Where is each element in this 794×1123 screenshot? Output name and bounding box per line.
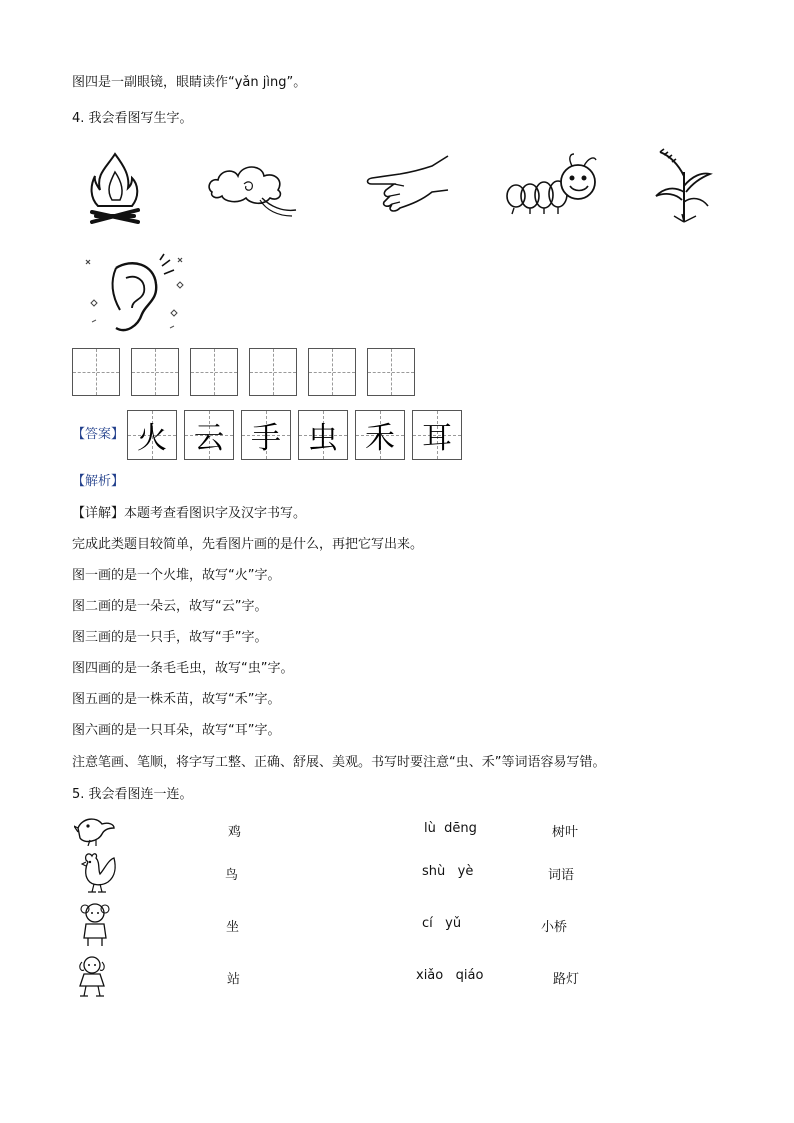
answer-box: [184, 410, 234, 460]
detail-text: 本题考查看图识字及汉字书写。: [124, 506, 307, 521]
detail-line: [72, 505, 306, 523]
match-pinyin[interactable]: cí yǔ: [422, 916, 462, 931]
analysis-line: 注意笔画、笔顺，将字写工整、正确、舒展、美观。书写时要注意“虫、禾”等词语容易写错。: [72, 755, 606, 770]
answer-char: 手: [251, 421, 281, 456]
analysis-line: 图六画的是一只耳朵，故写“耳”字。: [72, 723, 281, 738]
answer-label: 【答案】: [72, 427, 125, 442]
analysis-line: 图五画的是一株禾苗，故写“禾”字。: [72, 692, 281, 707]
answer-char: 云: [194, 421, 224, 456]
writing-box[interactable]: [249, 348, 297, 396]
bird-icon: [74, 814, 116, 846]
standing-child-icon: [76, 956, 110, 998]
caterpillar-icon: [504, 150, 604, 220]
ear-icon: [80, 252, 188, 336]
writing-box[interactable]: [131, 348, 179, 396]
analysis-line: 图四画的是一条毛毛虫，故写“虫”字。: [72, 661, 294, 676]
answer-box: [127, 410, 177, 460]
answer-box: [241, 410, 291, 460]
match-phrase[interactable]: 树叶: [552, 825, 579, 840]
match-phrase[interactable]: 小桥: [541, 920, 568, 935]
hand-icon: [360, 152, 450, 218]
analysis-line: 完成此类题目较简单，先看图片画的是什么，再把它写出来。: [72, 537, 424, 552]
match-pinyin[interactable]: lù dēng: [424, 821, 477, 836]
match-pinyin[interactable]: shù yè: [422, 864, 474, 879]
rooster-icon: [78, 850, 118, 894]
answer-char: 禾: [365, 421, 395, 456]
analysis-line: 图三画的是一只手，故写“手”字。: [72, 630, 268, 645]
writing-box[interactable]: [308, 348, 356, 396]
answer-char: 火: [137, 421, 167, 456]
match-pinyin[interactable]: xiǎo qiáo: [416, 968, 484, 983]
fire-icon: [86, 150, 144, 226]
match-word[interactable]: 坐: [226, 920, 240, 935]
analysis-line: 图二画的是一朵云，故写“云”字。: [72, 599, 268, 614]
match-word[interactable]: 鸡: [228, 825, 242, 840]
sitting-child-icon: [78, 902, 112, 948]
analysis-label: 【解析】: [72, 474, 125, 489]
match-phrase[interactable]: 词语: [548, 868, 575, 883]
writing-box[interactable]: [72, 348, 120, 396]
intro-line: 图四是一副眼镜，眼睛读作“yǎn jìng”。: [72, 75, 307, 90]
writing-box[interactable]: [190, 348, 238, 396]
answer-char: 虫: [308, 421, 338, 456]
question-5-title: 5. 我会看图连一连。: [72, 787, 193, 802]
match-word[interactable]: 鸟: [225, 868, 239, 883]
writing-box[interactable]: [367, 348, 415, 396]
answer-box: [298, 410, 348, 460]
rice-plant-icon: [652, 146, 714, 224]
analysis-line: 图一画的是一个火堆，故写“火”字。: [72, 568, 281, 583]
answer-box: [412, 410, 462, 460]
match-phrase[interactable]: 路灯: [553, 972, 580, 987]
match-word[interactable]: 站: [227, 972, 241, 987]
detail-label: 【详解】: [72, 506, 125, 521]
answer-char: 耳: [422, 421, 452, 456]
cloud-icon: [204, 160, 300, 218]
answer-box: [355, 410, 405, 460]
question-4-title: 4. 我会看图写生字。: [72, 111, 193, 126]
